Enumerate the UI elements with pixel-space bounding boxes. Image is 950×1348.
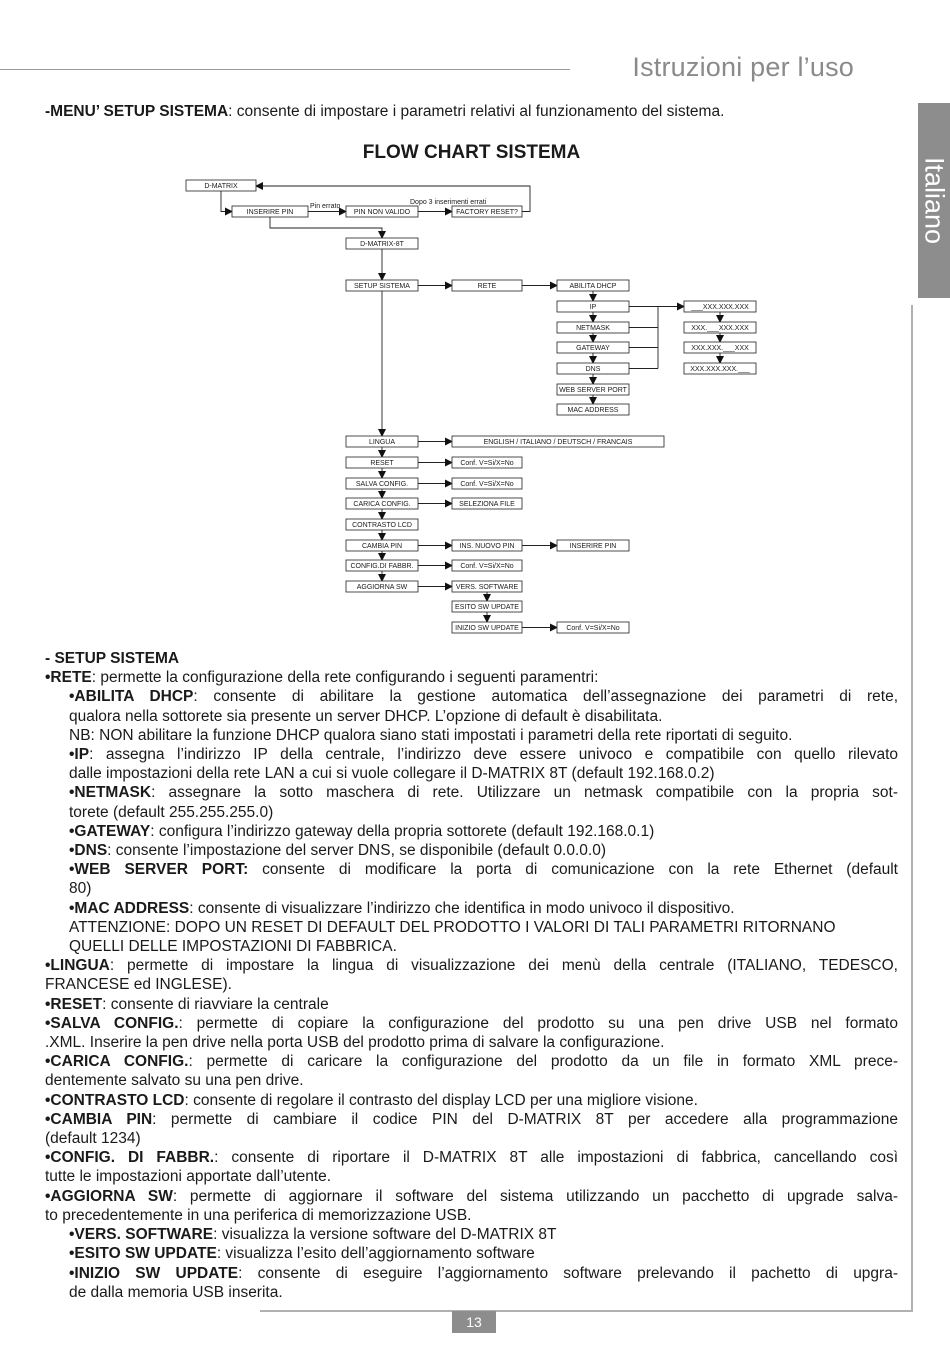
flow-connector	[270, 217, 382, 238]
flow-node-label: INSERIRE PIN	[569, 543, 617, 550]
flow-node-label: FACTORY RESET?	[456, 209, 518, 216]
flow-node-label: IP	[589, 304, 597, 311]
flow-node-label: PIN NON VALIDO	[353, 209, 411, 216]
body-line-keyword: •CONTRASTO LCD	[45, 1091, 185, 1109]
body-line	[45, 899, 898, 918]
body-line-text: : permette di aggiornare il software del sistema utilizzando un pacchetto di upgrade salva-	[172, 1187, 898, 1205]
body-line-text: tutte le impostazioni apportate dall’utente.	[45, 1168, 332, 1186]
flow-node-contrasto-lcd	[346, 519, 418, 530]
body-line	[45, 956, 898, 975]
flow-node-lingua	[346, 436, 418, 447]
flow-node-factory-reset	[452, 206, 522, 217]
body-line	[45, 803, 898, 822]
body-line-keyword: •WEB SERVER PORT:	[69, 861, 249, 879]
body-line-text: : permette la configurazione della rete configurando i seguenti paramentri:	[91, 669, 599, 687]
flow-node-label: WEB SERVER PORT	[559, 387, 627, 394]
body-line-text: to precedentemente in una periferica di memorizzazione USB.	[45, 1206, 472, 1224]
body-line-keyword: •ESITO SW UPDATE	[69, 1245, 217, 1263]
body-line	[45, 841, 898, 860]
body-line-keyword: •LINGUA	[45, 957, 110, 975]
body-line	[45, 1225, 898, 1244]
body-line-text: .XML. Inserire la pen drive nella porta USB del prodotto prima di salvare la configurazione.	[45, 1034, 665, 1052]
flow-node-salva-config	[346, 478, 418, 489]
flow-node-label: MAC ADDRESS	[567, 407, 619, 414]
flow-node-carica-config	[346, 498, 418, 509]
flow-node-setup-sistema	[346, 280, 418, 291]
flow-node-pin-non-valido	[346, 206, 418, 217]
body-line-text: ATTENZIONE: DOPO UN RESET DI DEFAULT DEL PRODOTTO I VALORI DI TALI PARAMETRI RITORNANO	[69, 918, 836, 936]
bottom-rule	[260, 1310, 913, 1312]
flow-node-label: SETUP SISTEMA	[354, 283, 410, 290]
flow-node-dns	[557, 363, 629, 374]
body-line	[45, 687, 898, 706]
flow-node-ip-val2	[684, 322, 756, 333]
intro-heading: -MENU’ SETUP SISTEMA	[45, 103, 229, 120]
body-line-text: (default 1234)	[45, 1130, 141, 1148]
flow-node-label: Conf. V=Si/X=No	[460, 481, 514, 488]
body-line	[45, 726, 898, 745]
body-line	[45, 707, 898, 726]
flow-node-label: ENGLISH / ITALIANO / DEUTSCH / FRANCAIS	[483, 439, 633, 446]
body-line-text: : permette di copiare la configurazione del prodotto su una pen drive USB nel formato	[178, 1014, 898, 1032]
body-line-keyword: •GATEWAY	[69, 822, 151, 840]
flow-node-label: AGGIORNA SW	[356, 584, 408, 591]
body-line-text: dentemente salvato su una pen drive.	[45, 1072, 304, 1090]
flow-node-inizio-sw	[452, 622, 522, 633]
section-title: - SETUP SISTEMA	[45, 650, 180, 667]
flow-node-label: CARICA CONFIG.	[353, 501, 411, 508]
flow-node-label: SALVA CONFIG.	[355, 481, 409, 488]
body-line	[45, 1167, 898, 1186]
body-line-text: : consente di abilitare la gestione automatica dell’assegnazione dei parametri di rete,	[193, 688, 899, 706]
body-line-text: : visualizza la versione software del D-MATRIX 8T	[213, 1226, 557, 1244]
body-line-text: FRANCESE ed INGLESE).	[45, 976, 232, 994]
flow-node-cambia-pin	[346, 540, 418, 551]
flow-node-ip	[557, 301, 629, 312]
flow-node-seleziona-file	[452, 498, 522, 509]
body-line-text: : consente di regolare il contrasto del display LCD per una migliore visione.	[184, 1091, 698, 1109]
flow-node-label: CONFIG.DI FABBR.	[350, 563, 414, 570]
flowchart-diagram	[0, 0, 950, 645]
body-line-text: QUELLI DELLE IMPOSTAZIONI DI FABBRICA.	[69, 938, 397, 956]
flow-node-label: DNS	[585, 366, 601, 373]
flow-node-label: Conf. V=Si/X=No	[566, 625, 620, 632]
flow-node-label: CAMBIA PIN	[361, 543, 403, 550]
flow-node-label: VERS. SOFTWARE	[455, 584, 519, 591]
flow-node-config-fabbr	[346, 560, 418, 571]
body-line-keyword: •VERS. SOFTWARE	[69, 1226, 214, 1244]
flow-node-label: D-MATRIX	[204, 183, 238, 190]
flow-node-esito-sw	[452, 601, 522, 612]
flow-label-dopo3: Dopo 3 inserimenti errati	[410, 199, 487, 206]
flow-node-label: Conf. V=Si/X=No	[460, 460, 514, 467]
body-line-text: qualora nella sottorete sia presente un server DHCP. L’opzione di default è disabilitata.	[69, 707, 663, 725]
flow-node-label: GATEWAY	[576, 345, 610, 352]
body-line-keyword: •CAMBIA PIN	[45, 1110, 153, 1128]
body-line	[45, 860, 898, 879]
flow-node-vers-software	[452, 581, 522, 592]
body-line	[45, 879, 898, 898]
flow-node-inserire-pin	[232, 206, 308, 217]
page-number: 13	[452, 1311, 496, 1333]
flow-connector	[221, 191, 232, 212]
body-line-keyword: •INIZIO SW UPDATE	[69, 1264, 239, 1282]
body-lines	[45, 668, 898, 1302]
flow-node-dmatrix8t	[346, 238, 418, 249]
flow-node-dmatrix	[186, 180, 256, 191]
body-line	[45, 1264, 898, 1283]
language-tab-label: Italiano	[919, 156, 950, 245]
body-line	[45, 1052, 898, 1071]
body-line-keyword: •RESET	[45, 995, 103, 1013]
flow-node-gateway	[557, 342, 629, 353]
body-line-keyword: •SALVA CONFIG.	[45, 1014, 179, 1032]
body-line	[45, 937, 898, 956]
flow-node-label: INS. NUOVO PIN	[459, 543, 515, 550]
flow-node-label: D-MATRIX-8T	[360, 241, 404, 248]
body-line	[45, 995, 898, 1014]
flow-node-conf4	[557, 622, 629, 633]
flow-node-label: INSERIRE PIN	[246, 209, 294, 216]
body-line-text: : configura l’indirizzo gateway della propria sottorete (default 192.168.0.1)	[150, 822, 655, 840]
flow-node-ins-nuovo-pin	[452, 540, 522, 551]
flow-node-label: ESITO SW UPDATE	[455, 604, 519, 611]
flow-node-label: CONTRASTO LCD	[352, 522, 412, 529]
body-line-keyword: •ABILITA DHCP	[69, 688, 194, 706]
page-header-title: Istruzioni per l’uso	[632, 52, 854, 82]
setup-sistema-section	[45, 649, 898, 1302]
flow-node-netmask	[557, 322, 629, 333]
flow-node-label: LINGUA	[368, 439, 396, 446]
flow-node-label: XXX.XXX.XXX.___	[690, 366, 750, 373]
body-line	[45, 668, 898, 687]
body-line-text: : consente di riportare il D-MATRIX 8T alle impostazioni di fabbrica, cancellando così	[214, 1149, 898, 1167]
body-line-keyword: •AGGIORNA SW	[45, 1187, 173, 1205]
body-line	[45, 1187, 898, 1206]
body-line	[45, 1110, 898, 1129]
body-line-text: : permette di caricare la configurazione del prodotto da un file in formato XML prece-	[188, 1053, 898, 1071]
body-line-text: : consente di eseguire l’aggiornamento software prelevando il pachetto di upgra-	[238, 1264, 898, 1282]
flow-node-label: ABILITA DHCP	[569, 283, 617, 290]
body-line	[45, 1091, 898, 1110]
body-line	[45, 1033, 898, 1052]
flow-node-aggiorna-sw	[346, 581, 418, 592]
body-line-text: : consente l’impostazione del server DNS, se disponibile (default 0.0.0.0)	[107, 842, 607, 860]
body-line-keyword: •DNS	[69, 842, 108, 860]
body-line-text: : assegna l’indirizzo IP della centrale, l’indirizzo deve essere univoco e compatibile con quello rilevato	[89, 746, 898, 764]
flow-node-ip-val4	[684, 363, 756, 374]
body-line	[45, 1071, 898, 1090]
body-line-text: dalle impostazioni della rete LAN a cui si vuole collegare il D-MATRIX 8T (default 192.168.0.2)	[69, 765, 715, 783]
body-line-text: de dalla memoria USB inserita.	[69, 1283, 283, 1301]
flow-label-pin-errato: Pin errato	[310, 203, 341, 210]
body-line	[45, 1129, 898, 1148]
flow-node-web-server-port	[557, 384, 629, 395]
body-line	[45, 764, 898, 783]
flow-node-conf2	[452, 478, 522, 489]
body-line-keyword: •RETE	[45, 669, 92, 687]
body-line	[45, 783, 898, 802]
flow-node-reset	[346, 457, 418, 468]
body-line	[45, 1148, 898, 1167]
body-line	[45, 918, 898, 937]
flow-node-label: XXX.XXX.___XXX	[691, 345, 749, 352]
flow-node-label: RESET	[370, 460, 394, 467]
body-line	[45, 1206, 898, 1225]
body-line-keyword: •MAC ADDRESS	[69, 899, 190, 917]
body-line	[45, 1244, 898, 1263]
flow-node-mac-address	[557, 404, 629, 415]
body-line	[45, 822, 898, 841]
flow-node-conf1	[452, 457, 522, 468]
body-line-text: : consente di riavviare la centrale	[102, 995, 329, 1013]
flow-node-label: RETE	[477, 283, 497, 290]
body-line-text: : consente di visualizzare l’indirizzo che identifica in modo univoco il dispositivo.	[189, 899, 735, 917]
intro-text: : consente di impostare i parametri relativi al funzionamento del sistema.	[228, 103, 725, 120]
flow-node-label: ___XXX.XXX.XXX	[691, 304, 749, 311]
body-line-text: consente di modificare la porta di comunicazione con la rete Ethernet (default	[248, 861, 898, 879]
body-line-text: : permette di cambiare il codice PIN del D-MATRIX 8T per accedere alla programmazione	[152, 1110, 898, 1128]
flow-node-label: SELEZIONA FILE	[459, 501, 515, 508]
flow-node-abilita-dhcp	[557, 280, 629, 291]
flow-node-label: NETMASK	[576, 325, 610, 332]
flow-node-label: INIZIO SW UPDATE	[455, 625, 519, 632]
body-line-text: 80)	[69, 880, 92, 898]
flow-node-rete	[452, 280, 522, 291]
body-line	[45, 1014, 898, 1033]
body-line	[45, 745, 898, 764]
body-line	[45, 1283, 898, 1302]
body-line-text: : permette di impostare la lingua di visualizzazione dei menù della centrale (ITALIANO, TEDESCO,	[109, 957, 898, 975]
body-line-text: : visualizza l’esito dell’aggiornamento software	[216, 1245, 535, 1263]
flow-node-ip-val3	[684, 342, 756, 353]
body-line	[45, 975, 898, 994]
flow-node-ip-val1	[684, 301, 756, 312]
body-line-keyword: •CARICA CONFIG.	[45, 1053, 189, 1071]
body-line-keyword: •IP	[69, 746, 90, 764]
flow-node-inserire-pin2	[557, 540, 629, 551]
flowchart-title: FLOW CHART SISTEMA	[362, 142, 581, 163]
body-line-text: : assegnare la sotto maschera di rete. Utilizzare un netmask compatibile con la propria sot-	[151, 784, 898, 802]
flow-node-lingue	[452, 436, 664, 447]
flow-node-label: Conf. V=Si/X=No	[460, 563, 514, 570]
body-line-keyword: •NETMASK	[69, 784, 152, 802]
body-line-keyword: •CONFIG. DI FABBR.	[45, 1149, 215, 1167]
flow-node-conf3	[452, 560, 522, 571]
body-line-text: NB: NON abilitare la funzione DHCP qualora siano stati impostati i parametri della rete riportati di seguito.	[69, 726, 793, 744]
body-line-text: torete (default 255.255.255.0)	[69, 803, 274, 821]
flow-node-label: XXX.___XXX.XXX	[691, 325, 749, 332]
